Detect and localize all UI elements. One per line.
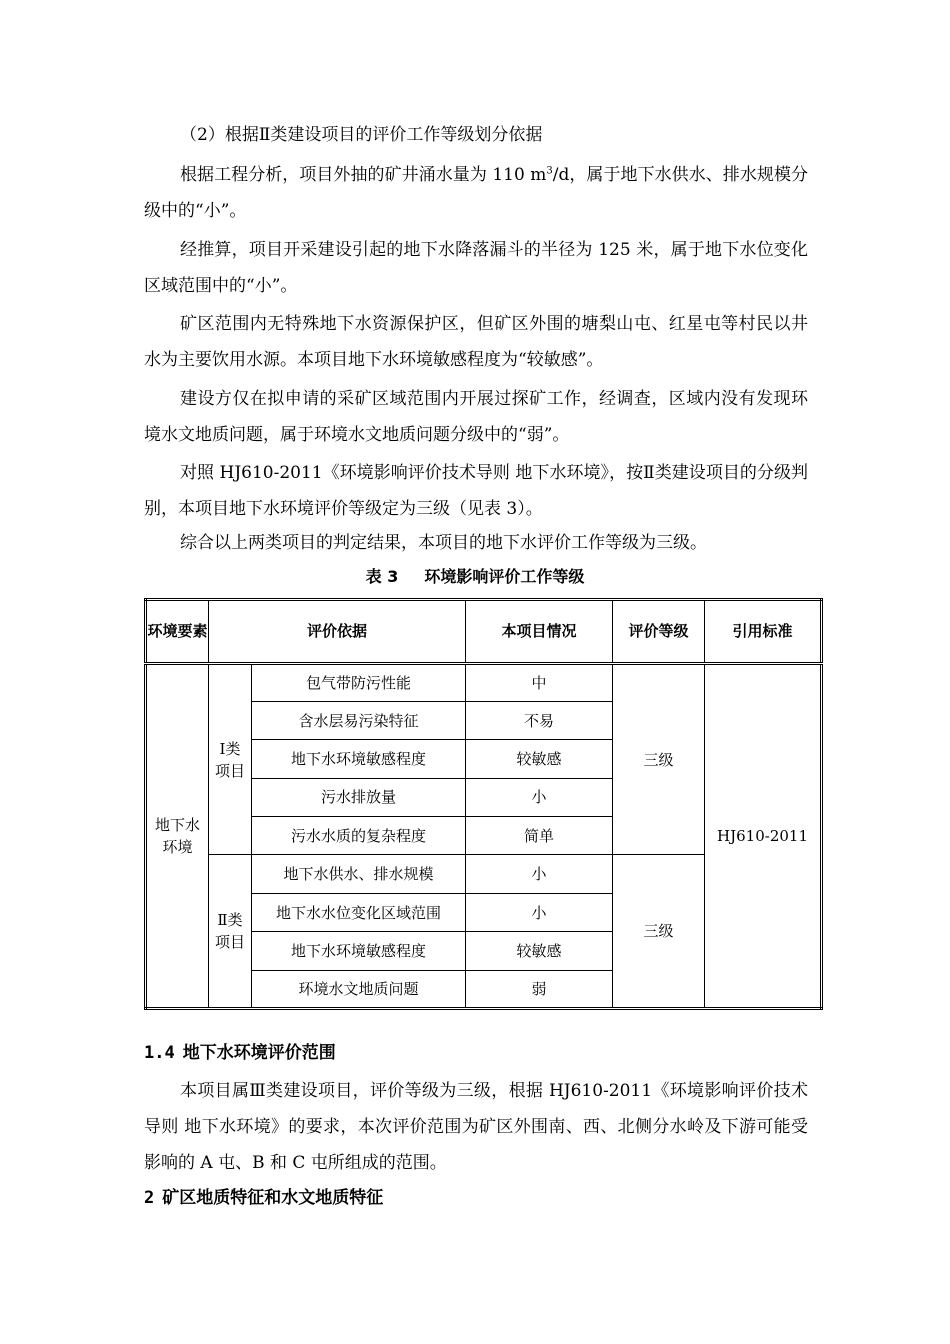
header-basis: 评价依据 xyxy=(209,600,466,664)
grade-cell-2: 三级 xyxy=(613,855,705,1009)
status-cell: 中 xyxy=(466,663,613,701)
table-caption xyxy=(0,565,950,589)
basis-cell: 污水水质的复杂程度 xyxy=(252,817,466,855)
table-header-row xyxy=(146,600,822,664)
paragraph-water-volume-a: 根据工程分析，项目外抽的矿井涌水量为 110 m xyxy=(180,165,547,185)
paragraph-hydro-issues: 建设方仅在拟申请的采矿区域范围内开展过探矿工作，经调查，区域内没有发现环境水文地质问题，属于环境水文地质问题分级中的“弱”。 xyxy=(144,389,808,445)
basis-cell: 地下水供水、排水规模 xyxy=(252,855,466,893)
basis-cell: 地下水水位变化区域范围 xyxy=(252,893,466,931)
paragraph-basis-heading: （2）根据Ⅱ类建设项目的评价工作等级划分依据 xyxy=(180,125,543,145)
grade-table xyxy=(144,598,823,1010)
status-cell: 较敏感 xyxy=(466,740,613,778)
basis-cell: 污水排放量 xyxy=(252,778,466,816)
header-status: 本项目情况 xyxy=(466,600,613,664)
table-caption-number: 表 3 xyxy=(365,567,399,586)
category-cell-2: Ⅱ类项目 xyxy=(209,855,252,1009)
table-row xyxy=(146,663,822,701)
section-title: 矿区地质特征和水文地质特征 xyxy=(162,1188,384,1208)
basis-cell: 地下水环境敏感程度 xyxy=(252,932,466,970)
header-element: 环境要素 xyxy=(146,600,209,664)
status-cell: 弱 xyxy=(466,970,613,1008)
status-cell: 不易 xyxy=(466,701,613,739)
grade-table-wrapper xyxy=(144,598,820,1010)
basis-cell: 环境水文地质问题 xyxy=(252,970,466,1008)
status-cell: 小 xyxy=(466,893,613,931)
paragraph-standard-compare: 对照 HJ610-2011《环境影响评价技术导则 地下水环境》，按Ⅱ类建设项目的分级判别，本项目地下水环境评价等级定为三级（见表 3）。 xyxy=(144,463,808,519)
category-cell-1: Ⅰ类项目 xyxy=(209,663,252,855)
grade-cell-1: 三级 xyxy=(613,663,705,855)
paragraph-funnel-radius: 经推算，项目开采建设引起的地下水降落漏斗的半径为 125 米，属于地下水位变化区域范围中的“小”。 xyxy=(144,240,808,296)
basis-cell: 含水层易污染特征 xyxy=(252,701,466,739)
basis-cell: 包气带防污性能 xyxy=(252,663,466,701)
header-grade: 评价等级 xyxy=(613,600,705,664)
section-number: 1.4 xyxy=(144,1043,175,1063)
basis-cell: 地下水环境敏感程度 xyxy=(252,740,466,778)
standard-cell: HJ610-2011 xyxy=(705,663,822,1008)
paragraph-conclusion: 综合以上两类项目的判定结果，本项目的地下水评价工作等级为三级。 xyxy=(180,533,707,553)
paragraph-range: 本项目属Ⅲ类建设项目，评价等级为三级，根据 HJ610-2011《环境影响评价技术导则 地下水环境》的要求，本次评价范围为矿区外围南、西、北侧分水岭及下游可能受影响的 A 屯、B 和 C 屯所组成的范围。 xyxy=(144,1081,808,1173)
section-number: 2 xyxy=(144,1188,155,1208)
element-cell: 地下水环境 xyxy=(146,663,209,1008)
paragraph-water-volume-b: /d，属于地下水供水、排水规模分级中的“小”。 xyxy=(144,165,809,221)
superscript-3: 3 xyxy=(546,165,553,177)
section-heading-2 xyxy=(144,1185,383,1211)
status-cell: 小 xyxy=(466,855,613,893)
status-cell: 较敏感 xyxy=(466,932,613,970)
section-title: 地下水环境评价范围 xyxy=(182,1043,336,1063)
header-standard: 引用标准 xyxy=(705,600,822,664)
table-caption-title: 环境影响评价工作等级 xyxy=(424,567,585,586)
paragraph-water-volume xyxy=(144,157,808,229)
status-cell: 小 xyxy=(466,778,613,816)
paragraph-sensitivity: 矿区范围内无特殊地下水资源保护区，但矿区外围的塘梨山屯、红星屯等村民以井水为主要饮用水源。本项目地下水环境敏感程度为“较敏感”。 xyxy=(144,314,808,370)
section-heading-1-4 xyxy=(144,1040,336,1066)
status-cell: 简单 xyxy=(466,817,613,855)
